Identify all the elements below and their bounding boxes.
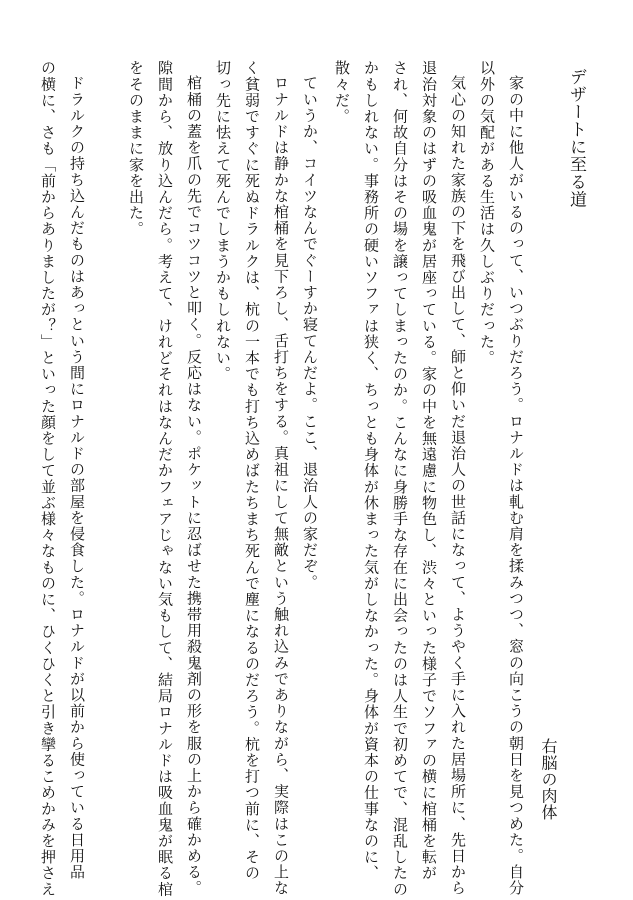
body-line: ドラルクの持ち込んだものはあっという間にロナルドの部屋を侵食した。ロナルドが以前から使っている日用品 <box>68 75 86 880</box>
body-line: かもしれない。事務所の硬いソファは狭く、ちっとも身体が休まった気がしなかった。身体が資本の仕事なのに、 <box>362 60 380 882</box>
body-line: をそのままに家を出た。 <box>127 60 145 238</box>
story-title: デザートに至る道 <box>566 68 586 208</box>
body-line: ロナルドは静かな棺桶を見下ろし、舌打ちをする。真祖にして無敵という触れ込みでありながら、実際はこの上な <box>272 75 290 897</box>
body-line: く貧弱ですぐに死ぬドラルクは、杭の一本でも打ち込めばたちまち死んで塵になるのだろう。杭を打つ前に、その <box>243 60 261 882</box>
body-line: 隙間から、放り込んだら。考えて、けれどそれはなんだかフェアじゃない気もして、結局ロナルドは吸血鬼が眠る棺 <box>156 60 174 898</box>
body-line: ていうか、コイツなんでぐーすか寝てんだよ。ここ、退治人の家だぞ。 <box>301 75 319 591</box>
body-line: 退治対象のはずの吸血鬼が居座っている。家の中を無遠慮に物色し、渋々といった様子でソファの横に棺桶を転が <box>420 60 438 882</box>
body-line: 棺桶の蓋を爪の先でコツコツと叩く。反応はない。ポケットに忍ばせた携帯用殺鬼剤の形を服の上から確かめる。 <box>185 75 203 897</box>
body-line: 散々だ。 <box>333 60 351 125</box>
body-line: の横に、さも「前からありましたが？」といった顔をして並ぶ様々なものに、ひくひくと引き攣るこめかみを押さえ <box>39 60 57 898</box>
body-line: され、何故自分はその場を譲ってしまったのか。こんなに身勝手な存在に出会ったのは人生で初めてで、混乱したの <box>391 60 409 898</box>
author-name: 右脳の肉体 <box>539 738 558 821</box>
body-line: 切っ先に怯えて死んでしまうかもしれない。 <box>214 60 232 382</box>
body-line: 家の中に他人がいるのって、いつぶりだろう。ロナルドは軋む肩を揉みつつ、窓の向こうの朝日を見つめた。自分 <box>507 75 525 897</box>
body-line: 気心の知れた家族の下を飛び出して、師と仰いだ退治人の世話になって、ようやく手に入れた居場所に、先日から <box>449 75 467 897</box>
body-line: 以外の気配がある生活は久しぶりだった。 <box>478 60 496 366</box>
